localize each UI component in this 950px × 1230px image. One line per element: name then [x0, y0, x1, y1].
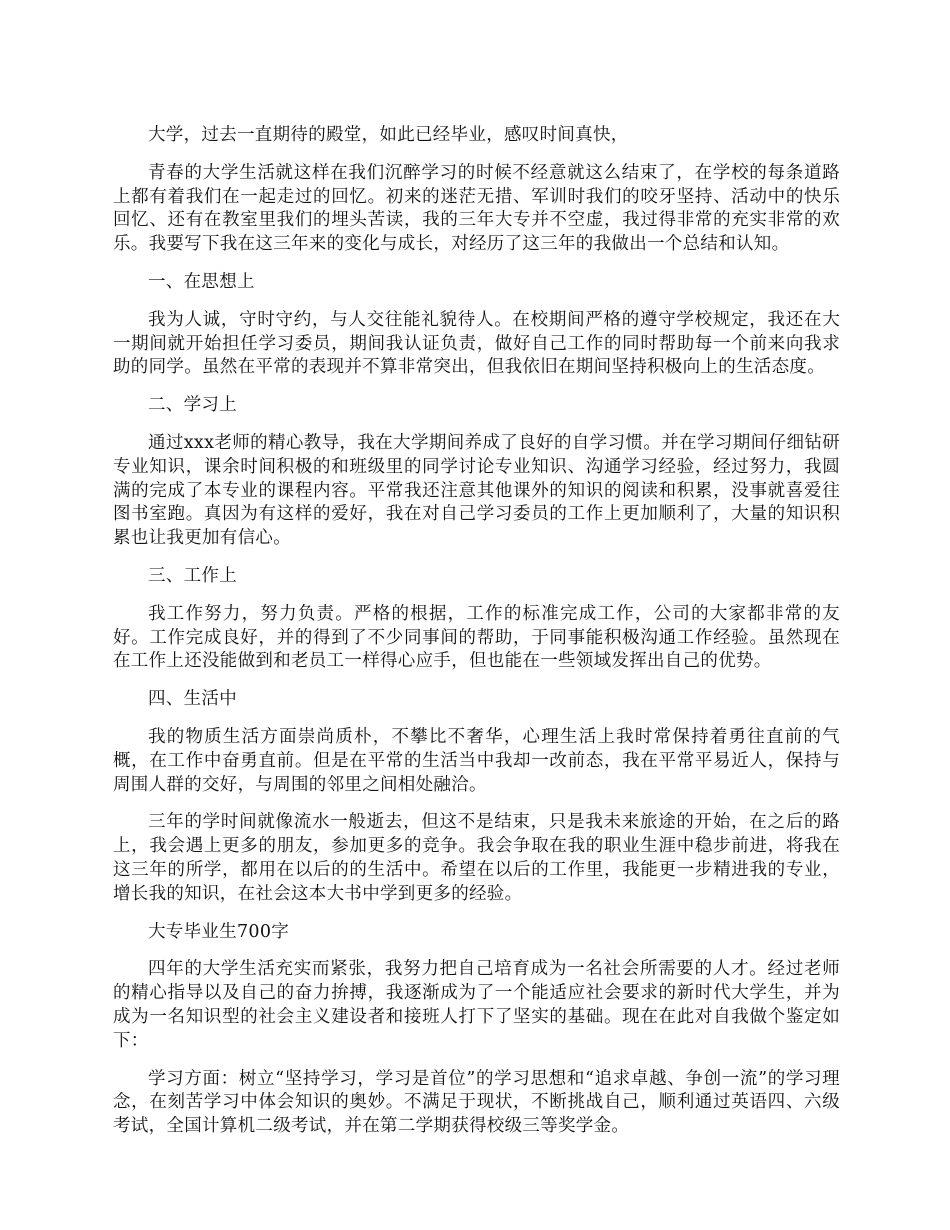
paragraph-learning-aspect: 学习方面：树立“坚持学习，学习是首位”的学习思想和“追求卓越、争创一流”的学习理念，在刻苦学习中体会知识的奥妙。不满足于现状，不断挑战自己，顺利通过英语四、六级考试，全国计算机二级考试，并在第二学期获得校级三等奖学金。	[113, 1068, 840, 1137]
paragraph-conclusion: 三年的学时间就像流水一般逝去，但这不是结束，只是我未来旅途的开始，在之后的路上，我会遇上更多的朋友，参加更多的竞争。我会争取在我的职业生涯中稳步前进，将我在这三年的所学，都用在以后的的生活中。希望在以后的工作里，我能更一步精进我的专业，增长我的知识，在社会这本大书中学到更多的经验。	[113, 812, 840, 904]
paragraph-study: 通过xxx老师的精心教导，我在大学期间养成了良好的自学习惯。并在学习期间仔细钻研专业知识，课余时间积极的和班级里的同学讨论专业知识、沟通学习经验，经过努力，我圆满的完成了本专业的课程内容。平常我还注意其他课外的知识的阅读和积累，没事就喜爱往图书室跑。真因为有这样的爱好，我在对自己学习委员的工作上更加顺利了，大量的知识积累也让我更加有信心。	[113, 432, 840, 549]
paragraph-thought: 我为人诚，守时守约，与人交往能礼貌待人。在校期间严格的遵守学校规定，我还在大一期间就开始担任学习委员，期间我认证负责，做好自己工作的同时帮助每一个前来向我求助的同学。虽然在平常的表现并不算非常突出，但我依旧在期间坚持积极向上的生活态度。	[113, 309, 840, 378]
section-heading-life: 四、生活中	[148, 689, 237, 710]
paragraph-graduate: 四年的大学生活充实而紧张，我努力把自己培育成为一名社会所需要的人才。经过老师的精心指导以及自己的奋力拚搏，我逐渐成为了一个能适应社会要求的新时代大学生，并为成为一名知识型的社会主义建设者和接班人打下了坚实的基础。现在在此对自我做个鉴定如下：	[113, 959, 840, 1051]
section-heading-work: 三、工作上	[148, 565, 237, 586]
section-heading-thought: 一、在思想上	[148, 271, 255, 292]
paragraph-college-life: 青春的大学生活就这样在我们沉醉学习的时候不经意就这么结束了，在学校的每条道路上都有着我们在一起走过的回忆。初来的迷茫无措、军训时我们的咬牙坚持、活动中的快乐回忆、还有在教室里我们的埋头苦读，我的三年大专并不空虚，我过得非常的充实非常的欢乐。我要写下我在这三年来的变化与成长，对经历了这三年的我做出一个总结和认知。	[113, 162, 840, 255]
section-heading-graduate: 大专毕业生700字	[148, 921, 290, 942]
paragraph-intro: 大学，过去一直期待的殿堂，如此已经毕业，感叹时间真快，	[148, 125, 629, 145]
paragraph-work: 我工作努力，努力负责。严格的根据，工作的标准完成工作，公司的大家都非常的友好。工作完成良好，并的得到了不少同事间的帮助，于同事能积极沟通工作经验。虽然现在在工作上还没能做到和老员工一样得心应手，但也能在一些领域发挥出自己的优势。	[113, 603, 840, 672]
document-body	[113, 124, 840, 1153]
section-heading-study: 二、学习上	[148, 395, 237, 416]
paragraph-life: 我的物质生活方面崇尚质朴，不攀比不奢华，心理生活上我时常保持着勇往直前的气概，在工作中奋勇直前。但是在平常的生活当中我却一改前态，我在平常平易近人，保持与周围人群的交好，与周围的邻里之间相处融洽。	[113, 726, 840, 795]
